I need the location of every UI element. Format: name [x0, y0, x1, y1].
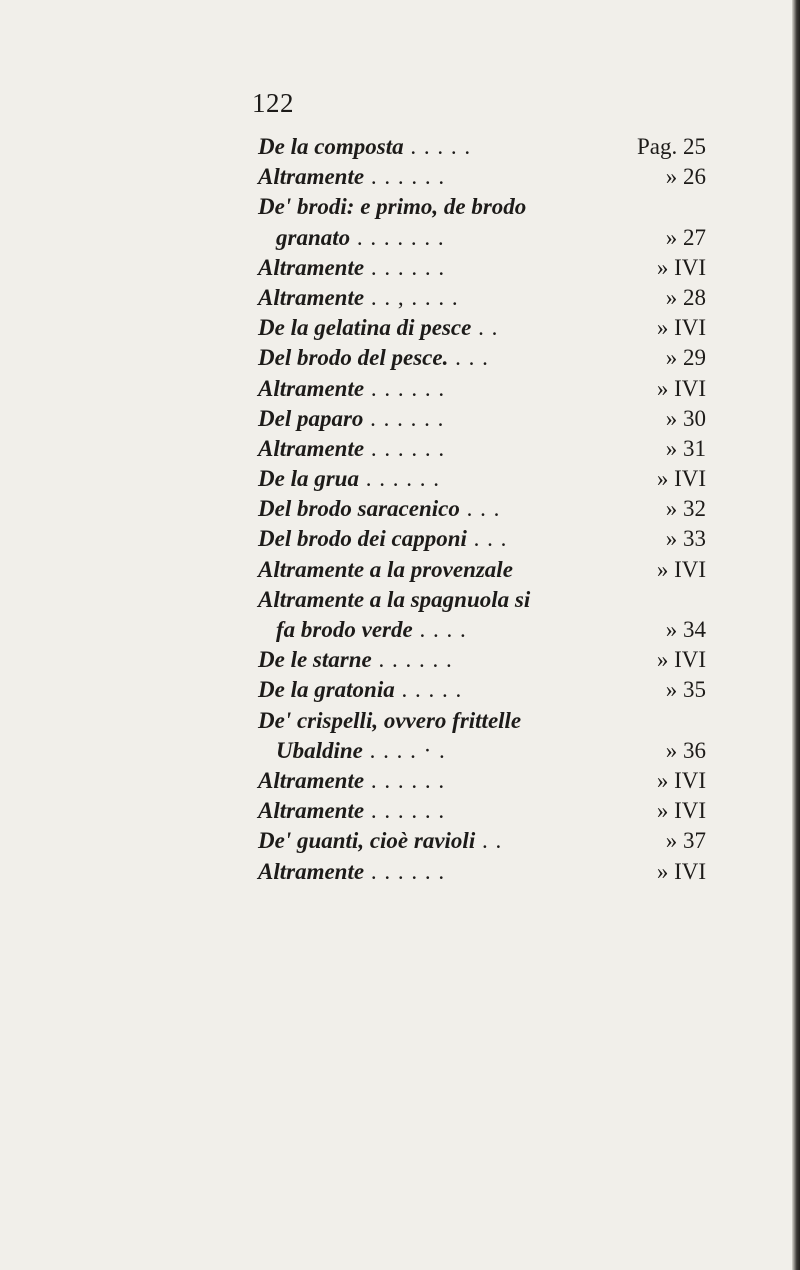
entry-leader: . . .	[466, 526, 508, 552]
toc-entry	[258, 585, 706, 615]
entry-page-ref: » 37	[665, 828, 706, 854]
entry-title: Altramente a la spagnuola si	[258, 586, 531, 612]
entry-page-ref: » 28	[665, 284, 706, 310]
entry-page-ref: » IVI	[656, 858, 706, 884]
entry-title: De' brodi: e primo, de brodo	[258, 194, 527, 220]
toc-entry	[258, 223, 706, 253]
entry-page-ref: » IVI	[656, 375, 706, 401]
entry-page-ref: » IVI	[656, 798, 706, 824]
entry-page-ref: » 36	[665, 737, 706, 763]
entry-leader: . .	[475, 828, 503, 854]
toc-entry	[258, 253, 706, 283]
toc-entry	[258, 736, 706, 766]
toc-entry	[258, 766, 706, 796]
entry-title: De' guanti, cioè ravioli	[258, 828, 476, 854]
entry-title: Del brodo del pesce.	[258, 345, 449, 371]
entry-title: De la gratonia	[258, 677, 395, 703]
entry-leader: . . . . . .	[364, 435, 446, 461]
toc-entry	[258, 857, 706, 887]
entry-leader: . . . . . .	[358, 466, 440, 492]
table-of-contents	[258, 132, 706, 887]
entry-title: Altramente	[258, 164, 365, 190]
entry-page-ref: » 34	[665, 617, 706, 642]
entry-leader: . . . . . .	[364, 798, 446, 824]
toc-entry	[258, 404, 706, 434]
toc-entry	[258, 494, 706, 524]
entry-title: Del brodo dei capponi	[258, 526, 467, 552]
entry-page-ref: » IVI	[656, 647, 706, 673]
entry-leader: . . . . . .	[364, 164, 446, 190]
entry-title: Del paparo	[258, 405, 364, 431]
entry-title: Altramente a la provenzale	[258, 556, 513, 582]
entry-title: Altramente	[258, 254, 365, 280]
toc-entry	[258, 162, 706, 192]
toc-entry	[258, 283, 706, 313]
toc-entry	[258, 464, 706, 494]
entry-title: Altramente	[258, 284, 365, 310]
entry-page-ref: » 27	[665, 224, 706, 250]
toc-entry	[258, 132, 706, 162]
entry-page-ref: » 31	[665, 435, 706, 461]
entry-title: Ubaldine	[276, 737, 363, 763]
entry-page-ref: » IVI	[656, 254, 706, 280]
toc-entry	[258, 826, 706, 856]
entry-page-ref: » IVI	[656, 556, 706, 582]
entry-leader: . . . . . . .	[350, 224, 445, 250]
toc-entry	[258, 374, 706, 404]
entry-leader: . . . . . .	[364, 767, 446, 793]
toc-entry	[258, 555, 706, 585]
entry-page-ref: » IVI	[656, 466, 706, 492]
entry-title: De' crispelli, ovvero frittelle	[258, 707, 522, 733]
toc-entry	[258, 615, 706, 645]
page-number: 122	[252, 88, 294, 118]
entry-page-ref: » 30	[665, 405, 706, 431]
toc-entry	[258, 706, 706, 736]
toc-entry	[258, 434, 706, 464]
toc-entry	[258, 645, 706, 675]
entry-page-ref: » 32	[665, 496, 706, 522]
entry-leader: . . . . .	[403, 134, 472, 159]
entry-leader: . . . . . .	[364, 375, 446, 401]
entry-leader: . . .	[448, 345, 489, 371]
entry-leader: . . .	[459, 496, 501, 522]
toc-entry	[258, 796, 706, 826]
entry-title: granato	[276, 224, 351, 250]
entry-title: De le starne	[258, 647, 372, 673]
entry-title: Altramente	[258, 435, 365, 461]
entry-page-ref: » 35	[665, 677, 706, 703]
entry-leader: . . . .	[412, 617, 467, 642]
entry-page-ref: Pag. 25	[637, 134, 706, 159]
entry-page-ref: » 33	[665, 526, 706, 552]
entry-page-ref: » 29	[665, 345, 706, 371]
entry-leader: . . . . · .	[362, 737, 446, 763]
entry-page-ref: » 26	[665, 164, 706, 190]
entry-title: Altramente	[258, 858, 365, 884]
toc-entry	[258, 524, 706, 554]
entry-title: De la composta	[258, 134, 404, 159]
toc-entry	[258, 675, 706, 705]
entry-title: Altramente	[258, 767, 365, 793]
entry-leader: . . . . . .	[363, 405, 445, 431]
toc-entry	[258, 313, 706, 343]
entry-page-ref: » IVI	[656, 315, 706, 341]
entry-leader: . . . . .	[394, 677, 463, 703]
toc-entry	[258, 192, 706, 222]
entry-title: Altramente	[258, 375, 365, 401]
entry-title: Del brodo saracenico	[258, 496, 460, 522]
entry-title: De la grua	[258, 466, 359, 492]
page-edge-shadow	[792, 0, 800, 1270]
entry-title: Altramente	[258, 798, 365, 824]
entry-page-ref: » IVI	[656, 767, 706, 793]
entry-title: fa brodo verde	[276, 617, 413, 642]
entry-leader: . . . . . .	[364, 858, 446, 884]
entry-title: De la gelatina di pesce	[258, 315, 472, 341]
entry-leader: . . , . . . .	[364, 284, 459, 310]
entry-leader: . .	[471, 315, 499, 341]
entry-leader: . . . . . .	[364, 254, 446, 280]
toc-entry	[258, 343, 706, 373]
entry-leader: . . . . . .	[371, 647, 453, 673]
